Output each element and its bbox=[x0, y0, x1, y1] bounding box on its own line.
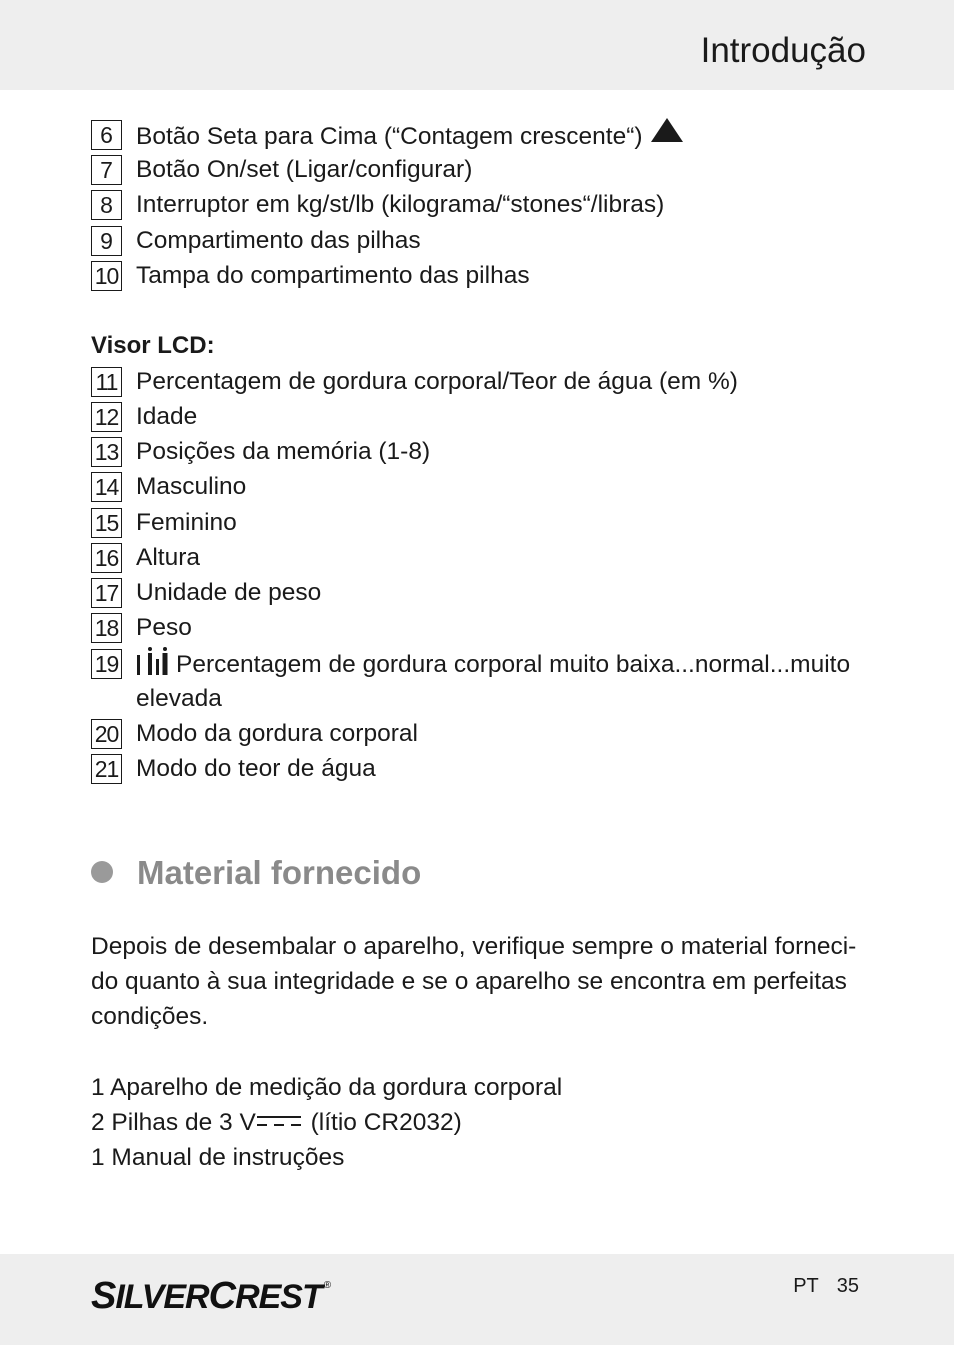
paragraph bbox=[91, 929, 871, 1034]
list-item bbox=[91, 752, 871, 786]
item-label: Modo do teor de água bbox=[136, 755, 376, 782]
list-item bbox=[91, 576, 871, 610]
item-label: Percentagem de gordura corporal muito baixa...normal...muito bbox=[176, 651, 851, 678]
delivery-item-text: 2 Pilhas de 3 V bbox=[91, 1109, 256, 1136]
item-number: 9 bbox=[91, 226, 122, 256]
delivery-item-text: (lítio CR2032) bbox=[303, 1109, 462, 1136]
list-item bbox=[91, 118, 871, 152]
item-number: 20 bbox=[91, 719, 122, 749]
page-title: Introdução bbox=[700, 31, 866, 70]
list-item bbox=[91, 541, 871, 575]
list-item bbox=[91, 647, 871, 681]
item-number: 16 bbox=[91, 543, 122, 573]
item-number: 18 bbox=[91, 613, 122, 643]
delivery-item: 1 Manual de instruções bbox=[91, 1144, 345, 1171]
item-number: 6 bbox=[91, 120, 122, 150]
delivery-item bbox=[91, 1105, 562, 1140]
item-label: Percentagem de gordura corporal/Teor de água (em %) bbox=[136, 368, 738, 395]
item-number: 21 bbox=[91, 754, 122, 784]
lcd-heading: Visor LCD: bbox=[91, 332, 215, 359]
list-item bbox=[91, 259, 871, 293]
list-item bbox=[91, 400, 871, 434]
triangle-up-icon bbox=[651, 118, 683, 142]
fat-level-bars-icon bbox=[136, 647, 170, 675]
language-code: PT bbox=[793, 1275, 819, 1297]
item-number: 10 bbox=[91, 261, 122, 291]
item-label: Feminino bbox=[136, 509, 237, 536]
item-number: 19 bbox=[91, 649, 122, 679]
item-label: Botão On/set (Ligar/configurar) bbox=[136, 156, 473, 183]
list-item bbox=[91, 365, 871, 399]
paragraph-line: do quanto à sua integridade e se o aparelho se encontra em perfeitas bbox=[91, 968, 847, 995]
paragraph-line: Depois de desembalar o aparelho, verifique sempre o material forneci- bbox=[91, 933, 857, 960]
item-label: Compartimento das pilhas bbox=[136, 227, 421, 254]
item-label: Altura bbox=[136, 544, 201, 571]
list-item bbox=[91, 224, 871, 258]
list-item bbox=[91, 506, 871, 540]
list-item bbox=[91, 611, 871, 645]
item-label: Unidade de peso bbox=[136, 579, 322, 606]
item-number: 12 bbox=[91, 402, 122, 432]
list-item bbox=[91, 470, 871, 504]
paragraph-line: condições. bbox=[91, 1003, 209, 1030]
item-label: Modo da gordura corporal bbox=[136, 720, 418, 747]
item-label: Botão Seta para Cima (“Contagem crescente“) bbox=[136, 123, 643, 150]
list-item bbox=[91, 153, 871, 187]
delivery-item: 1 Aparelho de medição da gordura corporal bbox=[91, 1074, 563, 1101]
page-number: 35 bbox=[836, 1275, 859, 1297]
brand-logo: SILVERCREST ® bbox=[91, 1275, 331, 1317]
dc-symbol-icon bbox=[256, 1114, 302, 1128]
page-footer bbox=[0, 1254, 954, 1345]
item-number: 11 bbox=[91, 367, 122, 397]
item-label: Peso bbox=[136, 614, 192, 641]
item-label: Masculino bbox=[136, 473, 247, 500]
item-label: Idade bbox=[136, 403, 198, 430]
item-number: 14 bbox=[91, 472, 122, 502]
item-label: Tampa do compartimento das pilhas bbox=[136, 262, 530, 289]
item-number: 15 bbox=[91, 508, 122, 538]
item-label-continuation: elevada bbox=[136, 685, 222, 712]
delivery-list bbox=[91, 1070, 562, 1175]
item-label: Interruptor em kg/st/lb (kilograma/“stones“/libras) bbox=[136, 191, 665, 218]
list-item bbox=[91, 717, 871, 751]
list-item bbox=[91, 188, 871, 222]
item-number: 13 bbox=[91, 437, 122, 467]
item-number: 7 bbox=[91, 155, 122, 185]
item-label: Posições da memória (1-8) bbox=[136, 438, 431, 465]
item-number: 8 bbox=[91, 190, 122, 220]
bullet-icon bbox=[91, 861, 113, 883]
list-item bbox=[91, 435, 871, 469]
item-number: 17 bbox=[91, 578, 122, 608]
section-title: Material fornecido bbox=[137, 854, 422, 891]
page-header bbox=[0, 0, 954, 90]
